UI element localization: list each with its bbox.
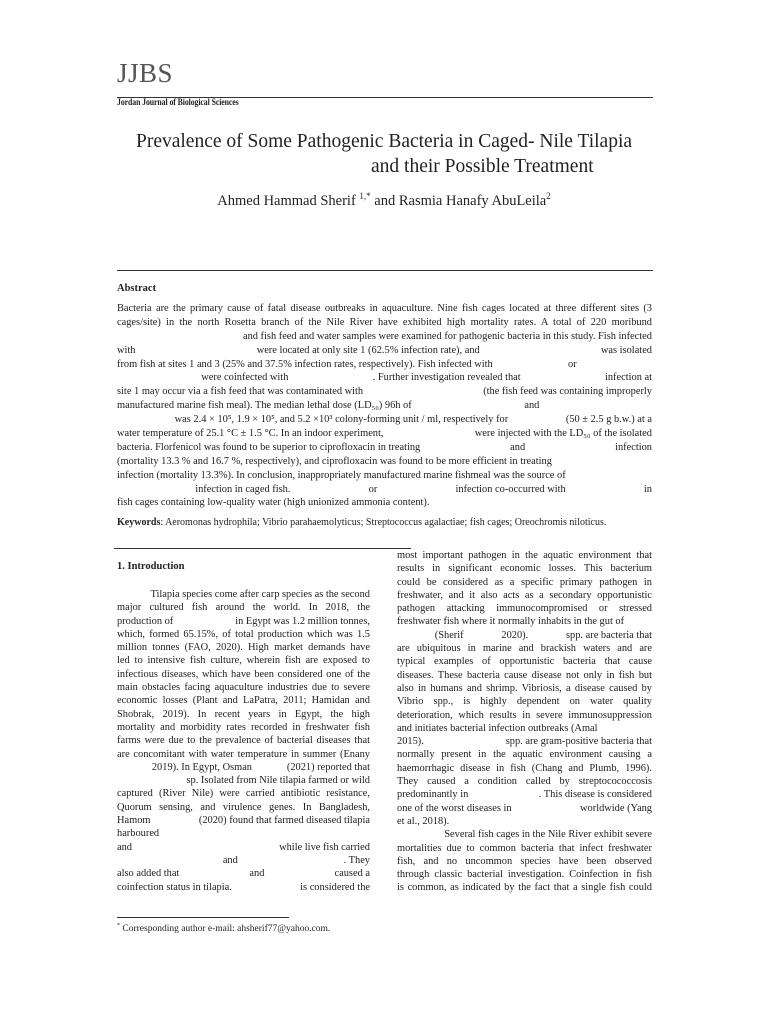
text-line (117, 344, 652, 358)
text-line (117, 330, 652, 344)
text-segment: 2020). (501, 629, 529, 641)
text-line (397, 576, 652, 589)
text-segment: site 1 may occur via a fish feed that was contaminated with (117, 386, 364, 398)
text-segment: and fish feed and water samples were examined for pathogenic bacteria in this study. Fish infected (242, 330, 652, 342)
text-line (117, 854, 370, 867)
text-line (397, 868, 652, 881)
text-line (117, 316, 652, 330)
text-segment: manufactured marine fish meal). The median lethal dose (LD₅₀) 96h of (117, 400, 412, 412)
text-segment: infection co-occurred with (455, 483, 566, 495)
text-segment: pathogen attacking immunocompromised or stressed (397, 603, 652, 615)
text-segment: Tilapia species come after carp species as the second (150, 589, 370, 600)
text-segment: 2015). (397, 736, 424, 748)
text-line (117, 801, 370, 814)
text-segment: diseases. These bacteria cause disease not only in fish but (397, 669, 652, 681)
text-segment: Hamom (117, 815, 151, 827)
text-segment: et al., 2018). (397, 815, 450, 827)
text-line (117, 641, 370, 654)
text-segment: are concomitant with water temperature in summer (Enany (117, 748, 370, 760)
text-line (117, 774, 370, 787)
keywords-list: : Aeromonas hydrophila; Vibrio parahaemolyticus; Streptococcus agalactiae; fish cages; Oreochromis niloticus. (160, 517, 607, 528)
text-line (397, 722, 652, 735)
text-segment: (2021) reported that (286, 761, 370, 773)
keywords-label: Keywords (117, 517, 161, 528)
text-segment: main obstacles facing aquaculture industries due to severe (117, 682, 370, 694)
text-segment: worldwide (Yang (580, 802, 652, 814)
text-segment: most important pathogen in the aquatic environment that (397, 550, 652, 561)
text-line (117, 441, 652, 455)
footnote-marker: * (117, 923, 120, 929)
text-line (117, 827, 370, 840)
text-segment: mortalities due to common bacteria that infect freshwater (397, 842, 652, 854)
text-segment: predominantly in (397, 789, 469, 801)
author-1: Ahmed Hammad Sherif (217, 192, 356, 209)
text-segment: which, formed 65.15%, of total production which was 1.5 (117, 628, 370, 640)
text-line (117, 455, 652, 469)
text-line (397, 881, 652, 894)
text-segment: through classic bacterial investigation. Coinfection in fish (397, 869, 652, 881)
text-segment: bacteria. Florfenicol was found to be superior to ciprofloxacin in treating (117, 441, 421, 453)
text-line (397, 695, 652, 708)
text-segment: freshwater, and it also acts as a secondary opportunistic (397, 589, 652, 601)
text-segment: deterioration, which results in severe immunosuppression (397, 709, 652, 721)
text-segment: was isolated (600, 344, 652, 356)
text-line (117, 615, 370, 628)
text-segment: and (117, 841, 133, 853)
text-segment: also added that (117, 868, 180, 880)
keywords (117, 517, 606, 528)
text-line (397, 629, 652, 642)
text-line (397, 549, 652, 562)
text-line (117, 496, 652, 510)
text-segment: (2020) found that farmed diseased tilapia (198, 815, 370, 827)
text-segment: economic losses (Plant and LaPatra, 2011; Hamidan and (117, 695, 370, 707)
text-segment: coinfection status in tilapia. (117, 881, 232, 893)
text-segment: from fish at sites 1 and 3 (25% and 37.5% infection rates, respectively). Fish infected with (117, 358, 493, 370)
author-join: and (374, 192, 396, 209)
text-line (397, 602, 652, 615)
author-list (0, 191, 768, 210)
journal-name: Jordan Journal of Biological Sciences (117, 98, 239, 108)
text-segment: mortality and morbidity rates recorded in freshwater fish (117, 721, 370, 733)
text-segment: Shobrak, 2019). In recent years in Egypt, the high (117, 708, 370, 720)
text-segment: was 2.4 × 10⁵, 1.9 × 10⁵, and 5.2 ×10³ colony-forming unit / ml, respectively for (174, 414, 509, 426)
footnote (117, 923, 330, 934)
text-segment: led to intensive fish culture, wherein fish are exposed to (117, 655, 370, 667)
text-segment: and (249, 868, 265, 880)
text-segment: Quorum sensing, and virulence genes. In Bangladesh, (117, 801, 370, 813)
text-segment: caused a (334, 868, 370, 880)
text-segment: 2019). In Egypt, Osman (151, 761, 253, 773)
text-segment: infection (mortality 13.3%). In conclusion, inappropriately manufactured marine fishmeal was the source of (117, 469, 566, 481)
text-segment: normally present in the aquatic environment causing a (397, 749, 652, 761)
text-segment: spp. are gram-positive bacteria that (505, 736, 652, 748)
text-segment: freshwater fish where it normally inhabits in the gut of (397, 616, 625, 628)
text-line (397, 735, 652, 748)
text-line (117, 302, 652, 316)
text-segment: typical examples of opportunistic bacteria that cause (397, 656, 652, 668)
text-segment: sp. Isolated from Nile tilapia farmed or wild (186, 775, 370, 787)
text-segment: water temperature of 25.1 °C ± 1.5 °C. In an indoor experiment, (117, 428, 384, 440)
text-line (397, 842, 652, 855)
text-segment: in Egypt was 1.2 million tonnes, (235, 615, 370, 627)
text-line (117, 881, 370, 894)
text-line (397, 775, 652, 788)
text-segment: (the fish feed was containing improperly (483, 386, 652, 398)
text-line (117, 841, 370, 854)
text-segment: and (222, 854, 238, 866)
text-line (397, 642, 652, 655)
text-line (397, 748, 652, 761)
text-segment: haemorrhagic disease in fish (Chang and Plumb, 1996). (397, 762, 652, 774)
text-line (117, 681, 370, 694)
text-segment: and (524, 400, 540, 412)
text-segment: farms were due to the prevalence of bacterial diseases that (117, 735, 370, 747)
text-line (117, 867, 370, 880)
text-segment: captured (River Nile) were carried antibiotic resistance, (117, 788, 370, 800)
text-line (117, 358, 652, 372)
text-line (397, 589, 652, 602)
text-line (397, 682, 652, 695)
section-heading-introduction: 1. Introduction (117, 561, 185, 572)
text-segment: or (568, 358, 577, 370)
article-title-line-2: and their Possible Treatment (371, 156, 594, 177)
text-segment: Vibrio spp., is highly dependent on water quality (397, 696, 652, 708)
text-line (117, 734, 370, 747)
text-segment: spp. are bacteria that (566, 629, 652, 641)
text-segment: and initiates bacterial infection outbreaks (Amal (397, 722, 598, 734)
text-segment: cages/site) in the north Rosetta branch of the Nile River have exhibited high mortality rates. A total of 220 moribund (117, 316, 652, 328)
text-segment: Several fish cages in the Nile River exhibit severe (444, 829, 652, 841)
introduction-right-column (397, 549, 652, 895)
text-line (117, 399, 652, 413)
text-segment: (mortality 13.3 % and 16.7 %, respectively), and ciprofloxacin was found to be more efficient in treating (117, 455, 552, 467)
text-line (117, 413, 652, 427)
footnote-text: Corresponding author e-mail: ahsherif77@yahoo.com. (120, 924, 331, 935)
text-segment: They caused a condition called by streptocococcosis (397, 776, 652, 788)
text-segment: is common, as indicated by the fact that a single fish could (397, 882, 652, 894)
text-line (397, 669, 652, 682)
text-line (117, 668, 370, 681)
text-segment: . They (343, 854, 370, 866)
text-line (397, 788, 652, 801)
text-line (397, 815, 652, 828)
article-title-line-1: Prevalence of Some Pathogenic Bacteria in Caged- Nile Tilapia (135, 131, 633, 152)
text-line (117, 483, 652, 497)
text-line (117, 814, 370, 827)
text-line (397, 655, 652, 668)
text-segment: (50 ± 2.5 g b.w.) at a (565, 414, 652, 426)
text-segment: infection at (604, 372, 652, 384)
text-line (397, 828, 652, 841)
text-line (117, 385, 652, 399)
text-line (117, 469, 652, 483)
text-segment: is considered the (300, 881, 370, 893)
text-segment: production of (117, 615, 174, 627)
footnote-divider (117, 917, 289, 918)
abstract-heading: Abstract (117, 283, 157, 294)
text-line (397, 855, 652, 868)
text-line (397, 562, 652, 575)
text-line (397, 762, 652, 775)
text-segment: or (368, 483, 378, 495)
section-divider (114, 548, 411, 549)
text-line (117, 654, 370, 667)
text-line (397, 709, 652, 722)
text-line (117, 748, 370, 761)
text-segment: and (510, 441, 526, 453)
text-segment: are ubiquitous in marine and brackish waters and are (397, 643, 652, 655)
author-2-affiliation: 2 (546, 191, 551, 201)
text-line (117, 588, 370, 601)
text-line (117, 694, 370, 707)
text-line (117, 628, 370, 641)
text-line (117, 427, 652, 441)
text-segment: were injected with the LD₅₀ of the isolated (474, 428, 652, 440)
abstract-divider (117, 270, 653, 271)
text-line (117, 721, 370, 734)
text-segment: in (643, 483, 652, 495)
text-segment: fish, and no uncommon species have been observed (397, 855, 652, 867)
author-1-affiliation: 1,* (359, 191, 371, 201)
text-segment: million tonnes (FAO, 2020). High market demands have (117, 642, 370, 654)
text-segment: infectious diseases, which have been considered one of the (117, 668, 370, 680)
text-segment: infection (615, 441, 652, 453)
text-line (117, 371, 652, 385)
text-segment: harboured (117, 828, 160, 840)
text-segment: were located at only site 1 (62.5% infection rate), and (256, 344, 480, 356)
introduction-left-column (117, 588, 370, 894)
text-segment: fish cages containing low-quality water (high unionized ammonia content). (117, 497, 430, 509)
text-segment: results in significant economic losses. This bacterium (397, 563, 652, 575)
text-line (117, 708, 370, 721)
text-segment: while live fish carried (279, 841, 370, 853)
text-segment: were coinfected with (201, 372, 289, 384)
text-line (117, 787, 370, 800)
text-segment: major cultured fish around the world. In 2018, the (117, 602, 370, 614)
abstract-body (117, 302, 652, 510)
text-segment: . Further investigation revealed that (372, 372, 521, 384)
text-line (117, 761, 370, 774)
text-segment: . This disease is considered (538, 789, 652, 801)
text-line (397, 802, 652, 815)
text-segment: also in humans and shrimp. Vibriosis, a disease caused by (397, 682, 652, 694)
text-line (397, 615, 652, 628)
author-2: Rasmia Hanafy AbuLeila (398, 192, 547, 209)
journal-logo: JJBS (117, 58, 174, 88)
text-segment: one of the worst diseases in (397, 802, 512, 814)
text-segment: infection in caged fish. (195, 483, 291, 495)
text-line (117, 601, 370, 614)
text-segment: with (117, 344, 136, 356)
text-segment: Bacteria are the primary cause of fatal disease outbreaks in aquaculture. Nine fish cages located at three different sites (3 (117, 303, 652, 314)
text-segment: could be considered as a specific primary pathogen in (397, 576, 652, 588)
text-segment: (Sherif (434, 629, 464, 641)
